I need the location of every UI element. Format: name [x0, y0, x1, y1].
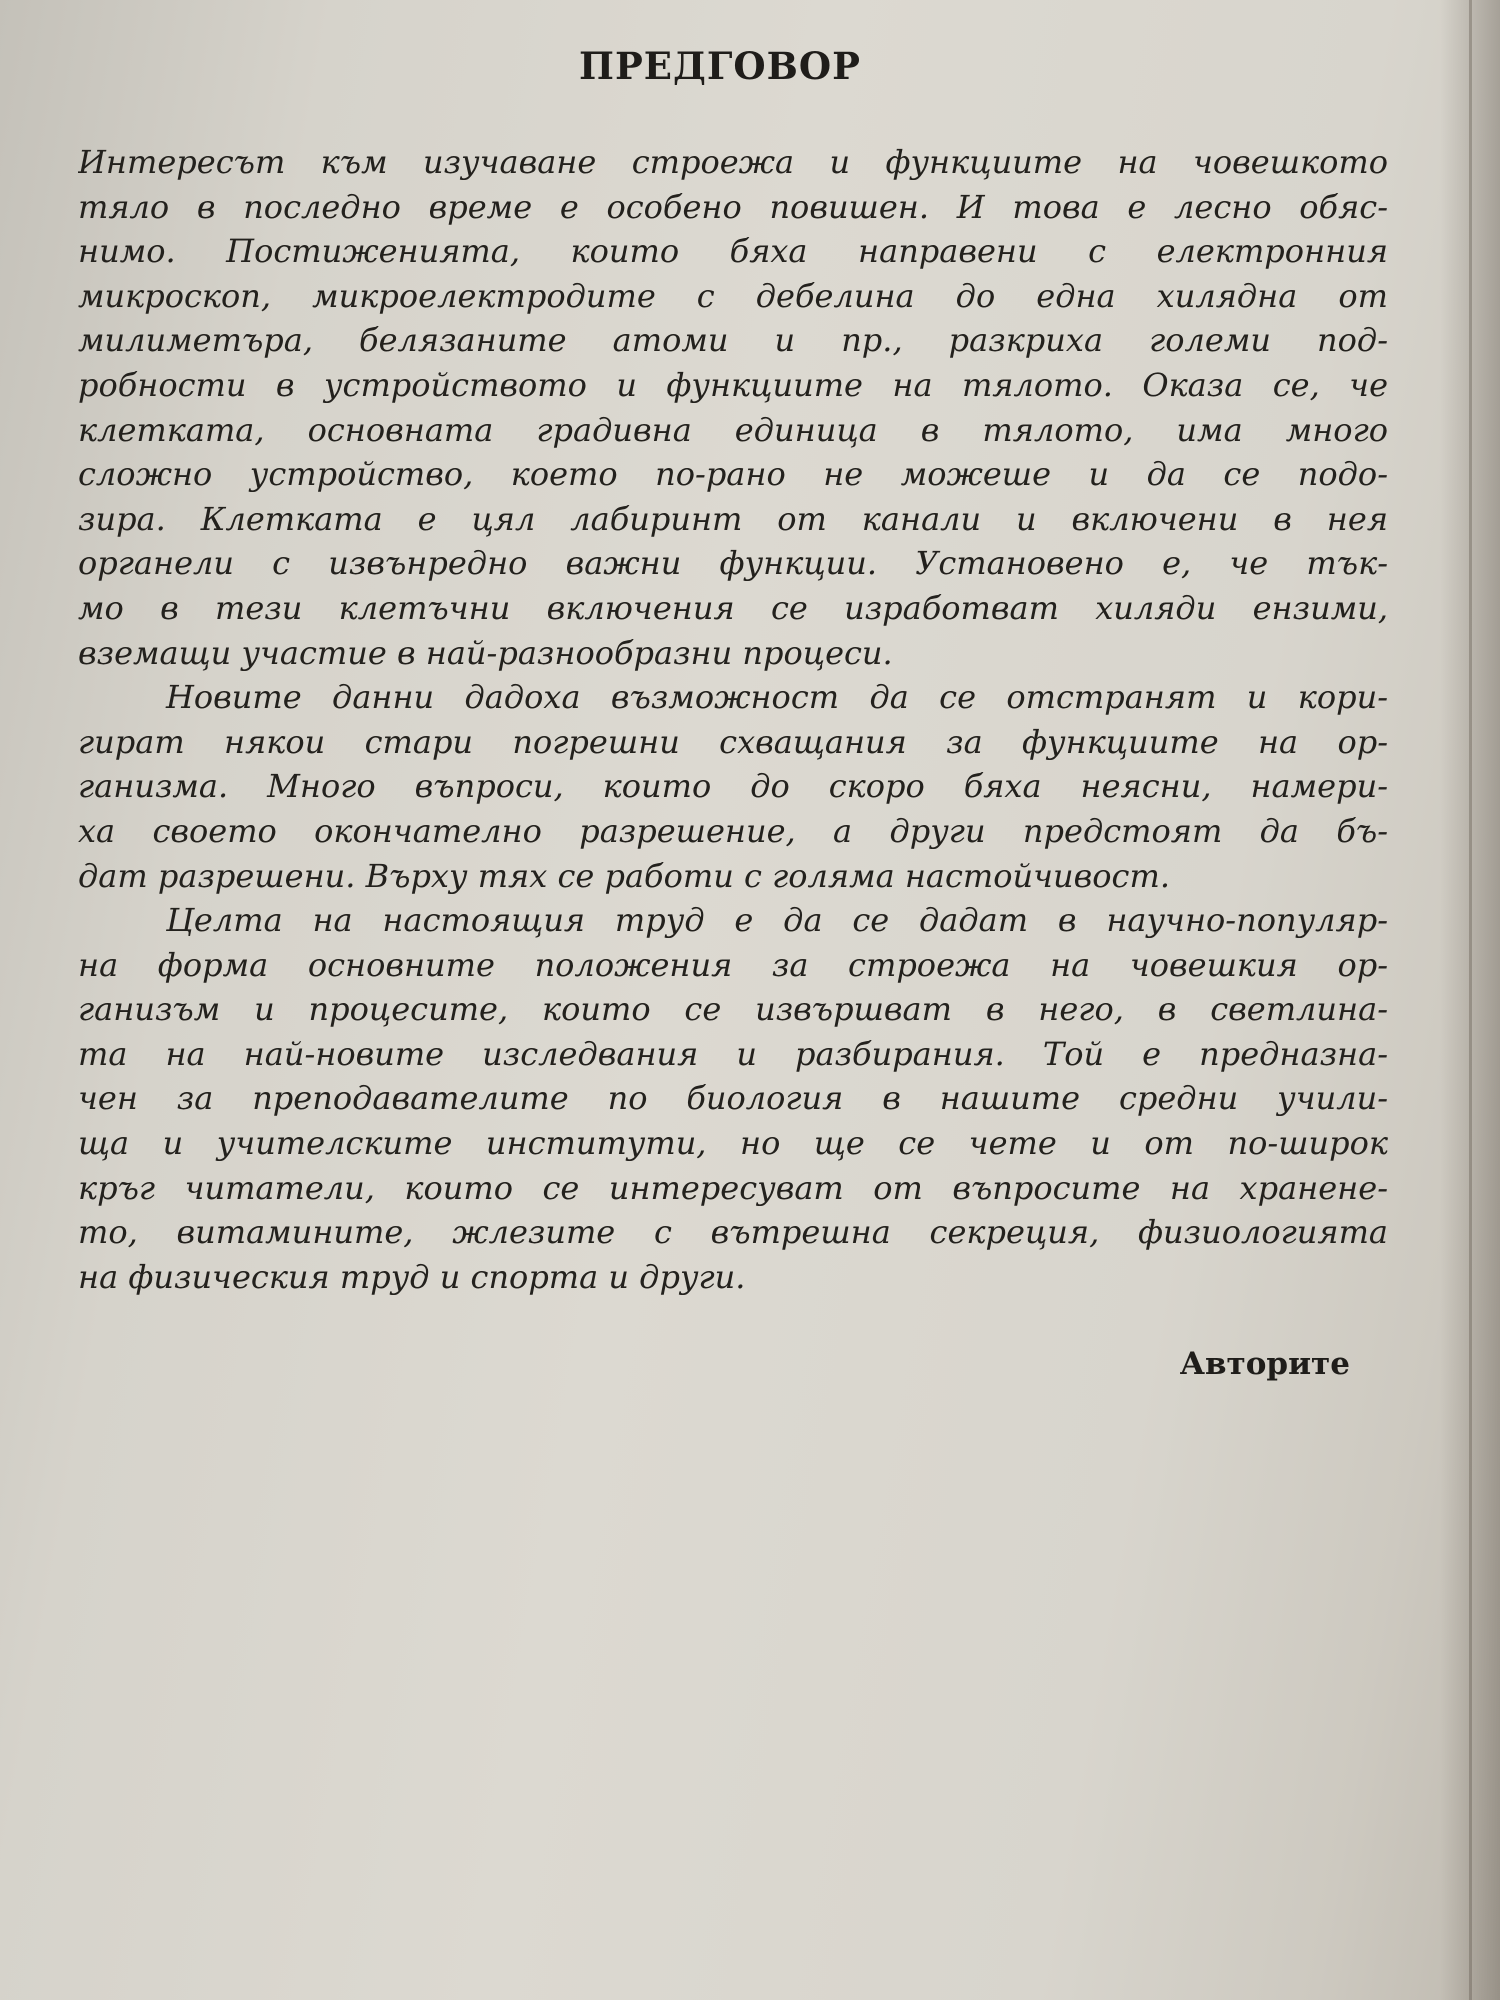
- text-line: кръг читатели, които се интересуват от въпросите на хранене-: [78, 1168, 1388, 1207]
- text-line: вземащи участие в най-разнообразни процеси.: [78, 633, 893, 672]
- text-line: ганизъм и процесите, които се извършват в него, в светлина-: [78, 990, 1388, 1029]
- text-line: та на най-новите изследвания и разбирания. Той е предназна-: [78, 1034, 1388, 1073]
- text-line: гират някои стари погрешни схващания за функциите на ор-: [78, 722, 1388, 761]
- text-line: чен за преподавателите по биология в нашите средни учили-: [78, 1079, 1388, 1118]
- text-line: Интересът към изучаване строежа и функциите на човешкото: [78, 143, 1388, 181]
- page-title: ПРЕДГОВОР: [579, 44, 861, 88]
- text-line: ща и учителските институти, но ще се чете и от по-широк: [78, 1124, 1388, 1163]
- text-line: клетката, основната градивна единица в тялото, има много: [78, 410, 1388, 449]
- text-line: ганизма. Много въпроси, които до скоро бяха неясни, намери-: [78, 767, 1388, 806]
- text-line: тяло в последно време е особено повишен. И това е лесно обяс-: [78, 187, 1388, 226]
- text-line: милиметъра, белязаните атоми и пр., разкриха големи под-: [78, 321, 1388, 360]
- text-line: на форма основните положения за строежа на човешкия ор-: [78, 945, 1388, 984]
- text-line: Целта на настоящия труд е да се дадат в научно-популяр-: [166, 901, 1388, 940]
- text-line: ха своето окончателно разрешение, а други предстоят да бъ-: [78, 811, 1388, 850]
- paragraph: [78, 140, 1388, 675]
- signature: Авторите: [1179, 1346, 1350, 1382]
- text-line: сложно устройство, което по-рано не можеше и да се подо-: [78, 455, 1388, 494]
- text-line: микроскоп, микроелектродите с дебелина до една хилядна от: [78, 276, 1388, 315]
- paragraph: [78, 898, 1388, 1299]
- text-line: органели с извънредно важни функции. Установено е, че тък-: [78, 544, 1388, 583]
- text-line: Новите данни дадоха възможност да се отстранят и кори-: [166, 678, 1388, 717]
- text-line: то, витамините, жлезите с вътрешна секреция, физиологията: [78, 1213, 1388, 1252]
- text-line: робности в устройството и функциите на тялото. Оказа се, че: [78, 365, 1388, 404]
- text-line: на физическия труд и спорта и други.: [78, 1257, 746, 1296]
- text-line: нимо. Постиженията, които бяха направени с електронния: [78, 232, 1388, 271]
- paragraph-container: [78, 140, 1388, 1299]
- paragraph: [78, 675, 1388, 898]
- text-line: дат разрешени. Върху тях се работи с голяма настойчивост.: [78, 856, 1170, 895]
- preface-text: [78, 140, 1388, 1299]
- text-line: зира. Клетката е цял лабиринт от канали и включени в нея: [78, 499, 1388, 538]
- page-edge: [1469, 0, 1472, 2000]
- text-line: мо в тези клетъчни включения се изработват хиляди ензими,: [78, 588, 1388, 627]
